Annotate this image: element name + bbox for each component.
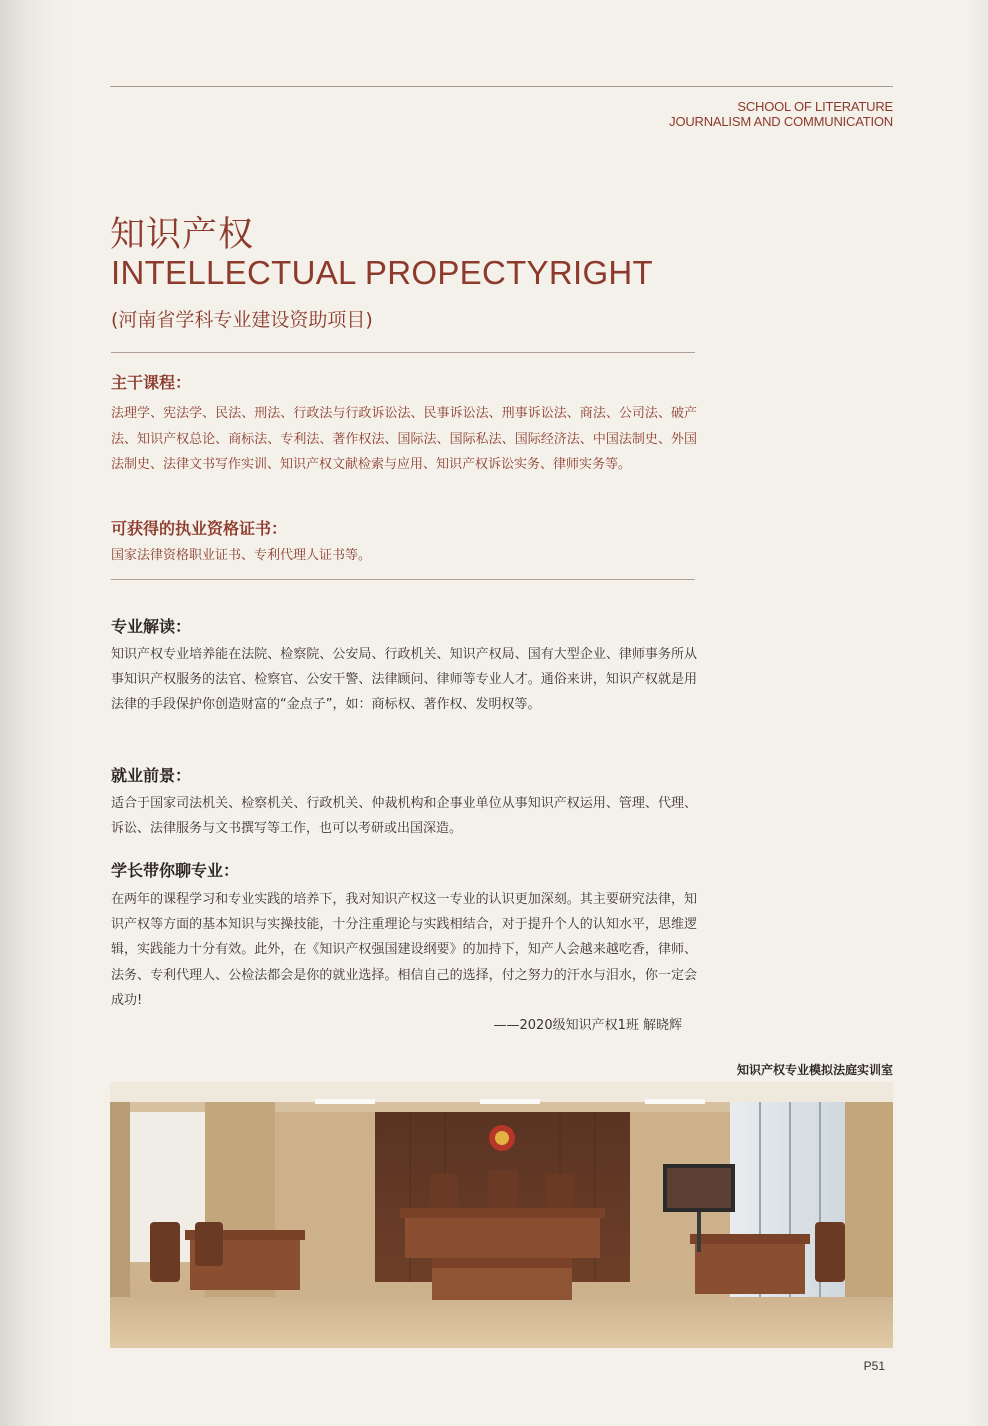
- interpretation-text: 知识产权专业培养能在法院、检察院、公安局、行政机关、知识产权局、国有大型企业、律师事务所从事知识产权服务的法官、检察官、公安干警、法律顾问、律师等专业人才。通俗来讲，知识产权就是用法律的手段保护你创造财富的“金点子”，如：商标权、著作权、发明权等。: [111, 647, 697, 713]
- school-line-1: SCHOOL OF LITERATURE: [737, 99, 893, 114]
- senior-talk-text: 在两年的课程学习和专业实践的培养下，我对知识产权这一专业的认识更加深刻。其主要研究法律，知识产权等方面的基本知识与实操技能，十分注重理论与实践相结合，对于提升个人的认知水平，思维逻辑，实践能力十分有效。此外，在《知识产权强国建设纲要》的加持下，知产人会越来越吃香，律师、法务、专利代理人、公检法都会是你的就业选择。相信自己的选择，付之努力的汗水与泪水，你一定会成功!: [111, 892, 697, 1008]
- major-title-en: INTELLECTUAL PROPECTYRIGHT: [111, 254, 654, 291]
- page-binding-shadow: [0, 0, 80, 1426]
- certificates-heading: 可获得的执业资格证书：: [111, 519, 288, 538]
- prospects-text: 适合于国家司法机关、检察机关、行政机关、仲裁机构和企事业单位从事知识产权运用、管理、代理、诉讼、法律服务与文书撰写等工作，也可以考研或出国深造。: [111, 796, 697, 837]
- major-title-cn: 知识产权: [110, 215, 255, 255]
- prospects-heading: 就业前景：: [111, 766, 192, 785]
- moot-courtroom-photo: [110, 1082, 893, 1348]
- page-edge-shadow: [966, 0, 988, 1426]
- senior-talk-signature: ——2020级知识产权1班 解晓辉: [493, 1018, 682, 1033]
- courses-text: 法理学、宪法学、民法、刑法、行政法与行政诉讼法、民事诉讼法、刑事诉讼法、商法、公司法、破产法、知识产权总论、商标法、专利法、著作权法、国际法、国际私法、国际经济法、中国法制史、外国法制史、法律文书写作实训、知识产权文献检索与应用、知识产权诉讼实务、律师实务等。: [111, 406, 697, 472]
- major-subtitle: (河南省学科专业建设资助项目): [111, 309, 373, 331]
- photo-caption: 知识产权专业模拟法庭实训室: [736, 1063, 893, 1077]
- school-name: [669, 99, 893, 129]
- section-divider-bottom: [111, 579, 695, 580]
- certificates-text: 国家法律资格职业证书、专利代理人证书等。: [111, 548, 372, 563]
- interpretation-heading: 专业解读：: [111, 617, 192, 636]
- courses-heading: 主干课程：: [111, 373, 192, 392]
- school-line-2: JOURNALISM AND COMMUNICATION: [669, 114, 893, 129]
- page-number: P51: [863, 1359, 885, 1373]
- section-divider-top: [111, 352, 695, 353]
- header-rule: [110, 86, 893, 87]
- senior-talk-heading: 学长带你聊专业：: [111, 861, 240, 880]
